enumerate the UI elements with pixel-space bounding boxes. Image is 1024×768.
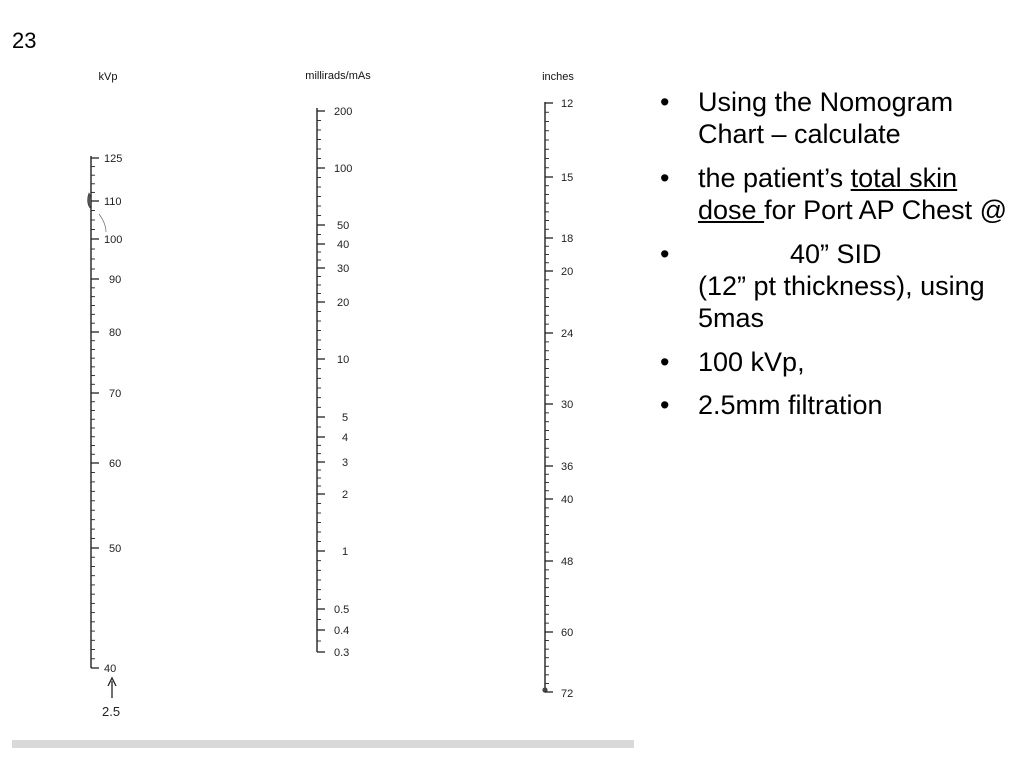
inches-tick-label: 40 xyxy=(561,494,574,506)
inches-tick-label: 36 xyxy=(561,461,574,473)
kvp-tick-label: 110 xyxy=(104,196,122,208)
filtration-label: 2.5 xyxy=(102,704,121,719)
kvp-tick-label: 100 xyxy=(104,234,123,246)
millirads-tick-label: 30 xyxy=(337,263,350,275)
bullet-text: Using the Nomogram Chart – calculate xyxy=(698,87,954,150)
inches-tick-label: 24 xyxy=(561,328,574,340)
bullet-item xyxy=(660,346,1010,378)
inches-tick-label: 30 xyxy=(561,399,574,411)
inches-scale-title: inches xyxy=(542,71,574,83)
bullet-text: 40” SID xyxy=(790,238,882,269)
bullet-text: the patient’s xyxy=(698,162,851,193)
slide-number: 23 xyxy=(12,28,37,53)
inches-tick-label: 60 xyxy=(561,627,574,639)
kvp-tick-label: 40 xyxy=(104,663,117,675)
underlined-text: total skin dose xyxy=(698,162,958,226)
inches-tick-label: 18 xyxy=(561,233,574,245)
scan-bottom-band xyxy=(12,740,634,748)
kvp-tick-label: 80 xyxy=(109,327,122,339)
millirads-tick-label: 3 xyxy=(342,457,349,469)
pencil-mark xyxy=(99,214,106,232)
inches-tick-label: 20 xyxy=(561,266,574,278)
kvp-tick-label: 50 xyxy=(109,543,122,555)
kvp-tick-label: 125 xyxy=(104,153,123,165)
millirads-tick-label: 200 xyxy=(334,106,353,118)
kvp-scale-title: kVp xyxy=(98,71,118,83)
kvp-tick-label: 60 xyxy=(109,458,122,470)
scale-ticks xyxy=(91,103,553,692)
millirads-tick-label: 0.3 xyxy=(334,647,350,659)
millirads-tick-label: 1 xyxy=(342,546,349,558)
instruction-list xyxy=(660,86,1010,433)
millirads-tick-label: 4 xyxy=(342,432,349,444)
bullet-item xyxy=(660,389,1010,421)
kvp-tick-label: 70 xyxy=(109,388,122,400)
millirads-tick-label: 100 xyxy=(334,163,353,175)
millirads-tick-label: 20 xyxy=(337,297,350,309)
millirads-scale-title: millirads/mAs xyxy=(305,70,371,82)
inches-tick-label: 72 xyxy=(561,688,574,700)
inches-tick-label: 12 xyxy=(561,98,574,110)
bullet-item xyxy=(660,86,1010,151)
bullet-text: 2.5mm filtration xyxy=(698,390,883,421)
bullet-text: (12” pt thickness), using 5mas xyxy=(698,270,985,334)
bullet-item xyxy=(660,238,1010,335)
inches-tick-label: 48 xyxy=(561,556,574,568)
millirads-tick-label: 5 xyxy=(342,412,349,424)
bullet-item xyxy=(660,162,1010,227)
millirads-tick-label: 0.4 xyxy=(334,625,350,637)
bullet-text: for Port AP Chest @ xyxy=(764,195,1008,226)
millirads-tick-label: 40 xyxy=(337,239,350,251)
kvp-tick-label: 90 xyxy=(109,274,122,286)
millirads-tick-label: 0.5 xyxy=(334,604,350,616)
millirads-tick-label: 2 xyxy=(342,489,349,501)
inches-tick-label: 15 xyxy=(561,172,574,184)
bullet-text: 100 kVp, xyxy=(698,346,805,377)
millirads-tick-label: 50 xyxy=(337,220,350,232)
millirads-tick-label: 10 xyxy=(337,354,350,366)
